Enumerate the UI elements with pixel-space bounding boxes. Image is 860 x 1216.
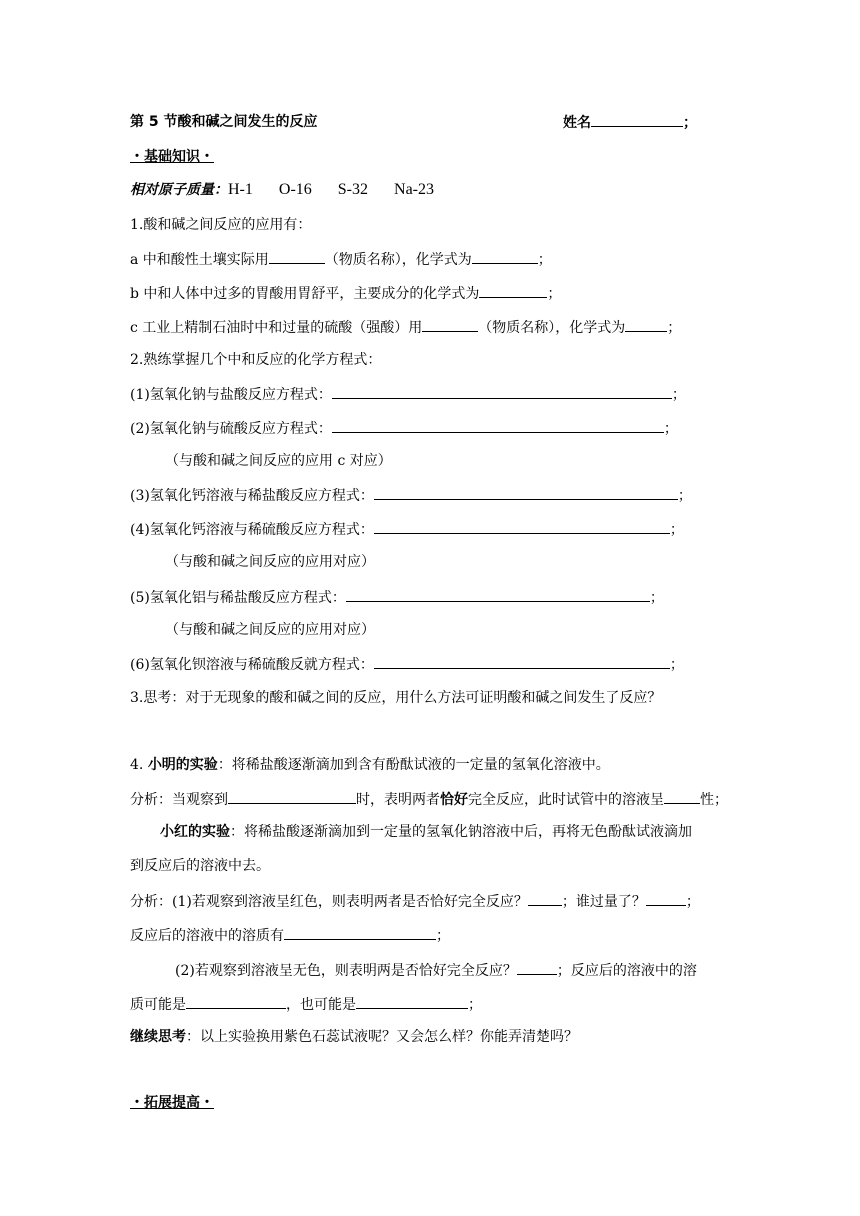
q4-observe-blank[interactable] — [228, 789, 356, 804]
continue-label: 继续思考 — [130, 1029, 186, 1045]
name-field: 姓名 ； — [563, 112, 697, 133]
q2-note-3: （与酸和碱之间反应的应用对应） — [165, 622, 375, 638]
q4-continue: 继续思考：以上实验换用紫色石蕊试液呢？又会怎么样？你能弄清楚吗？ — [130, 1029, 578, 1045]
q4-xiaoming: 4. 小明的实验：将稀盐酸逐渐滴加到含有酚酞试液的一定量的氢氧化溶液中。 — [130, 757, 610, 773]
q4-p2-blank-3[interactable] — [356, 994, 468, 1009]
q2-item-5: (5)氢氧化铝与稀盐酸反应方程式： ； — [130, 587, 664, 608]
q4-xiaohong: 小红的实验：将稀盐酸逐渐滴加到一定量的氢氧化钠溶液中后，再将无色酚酞试液滴加 — [160, 824, 692, 840]
q2-item-2: (2)氢氧化钠与硫酸反应方程式： ； — [130, 418, 678, 439]
q2-note-2: （与酸和碱之间反应的应用对应） — [165, 554, 375, 570]
q4-p1-blank-1[interactable] — [528, 891, 562, 906]
q1-c-blank-1[interactable] — [422, 317, 478, 332]
atomic-mass-label: 相对原子质量： — [130, 182, 228, 198]
q2-item-6-blank[interactable] — [374, 654, 670, 669]
q1-c: c 工业上精制石油时中和过量的硫酸（强酸）用 （物质名称），化学式为 ； — [130, 317, 681, 338]
q2-item-6: (6)氢氧化钡溶液与稀硫酸反就方程式： ； — [130, 654, 684, 675]
q1-a-blank-1[interactable] — [269, 249, 325, 264]
name-label: 姓名 — [563, 115, 591, 131]
name-blank[interactable] — [591, 112, 683, 127]
atomic-mass-o: O-16 — [278, 181, 312, 198]
q2-item-5-blank[interactable] — [346, 587, 650, 602]
q3-question: 3.思考：对于无现象的酸和碱之间的反应，用什么方法可证明酸和碱之间发生了反应？ — [130, 690, 662, 706]
q2-note-1: （与酸和碱之间反应的应用 c 对应） — [165, 453, 392, 469]
atomic-mass-h: H-1 — [228, 181, 253, 198]
q2-intro: 2.熟练掌握几个中和反应的化学方程式： — [130, 352, 382, 368]
q1-a: a 中和酸性土壤实际用 （物质名称），化学式为 ； — [130, 249, 552, 270]
q1-intro: 1.酸和碱之间反应的应用有： — [130, 217, 312, 233]
q4-p1-blank-2[interactable] — [646, 891, 686, 906]
q4-analysis-1: 分析：当观察到 时，表明两者恰好完全反应，此时试管中的溶液呈 性； — [130, 789, 728, 810]
xiaoming-label: 小明的实验 — [147, 757, 218, 773]
atomic-mass-line — [130, 180, 434, 200]
q4-part1-line2: 反应后的溶液中的溶质有 ； — [130, 925, 450, 946]
section-basic-heading: ・基础知识・ — [130, 149, 214, 165]
q2-item-4: (4)氢氧化钙溶液与稀硫酸反应方程式： ； — [130, 519, 684, 540]
q4-part1: 分析：(1)若观察到溶液呈红色，则表明两者是否恰好完全反应？ ；谁过量了？ ； — [130, 891, 700, 912]
atomic-mass-na: Na-23 — [394, 181, 434, 198]
q2-item-3: (3)氢氧化钙溶液与稀盐酸反应方程式： ； — [130, 485, 692, 506]
q1-c-blank-2[interactable] — [625, 317, 667, 332]
q1-a-blank-2[interactable] — [472, 249, 538, 264]
q4-p2-blank-1[interactable] — [517, 960, 557, 975]
q4-p2-blank-2[interactable] — [186, 994, 286, 1009]
q4-xiaohong-cont: 到反应后的溶液中去。 — [130, 858, 270, 874]
q2-item-1: (1)氢氧化钠与盐酸反应方程式： ； — [130, 384, 686, 405]
q4-part2-line2: 质可能是 ，也可能是 ； — [130, 994, 482, 1015]
q4-property-blank[interactable] — [664, 789, 700, 804]
q4-p1-solute-blank[interactable] — [284, 925, 436, 940]
q1-b-blank[interactable] — [479, 283, 547, 298]
q4-part2: (2)若观察到溶液呈无色，则表明两是否恰好完全反应？ ；反应后的溶液中的溶 — [175, 960, 697, 981]
atomic-mass-s: S-32 — [337, 181, 369, 198]
section-extend-heading: ・拓展提高・ — [130, 1095, 214, 1111]
q1-b: b 中和人体中过多的胃酸用胃舒平，主要成分的化学式为 ； — [130, 283, 561, 304]
xiaohong-label: 小红的实验 — [160, 824, 230, 840]
q2-item-4-blank[interactable] — [374, 519, 670, 534]
q2-item-2-blank[interactable] — [332, 418, 664, 433]
lesson-title: 第 5 节酸和碱之间发生的反应 — [130, 114, 318, 130]
q2-item-3-blank[interactable] — [374, 485, 678, 500]
q2-item-1-blank[interactable] — [332, 384, 672, 399]
